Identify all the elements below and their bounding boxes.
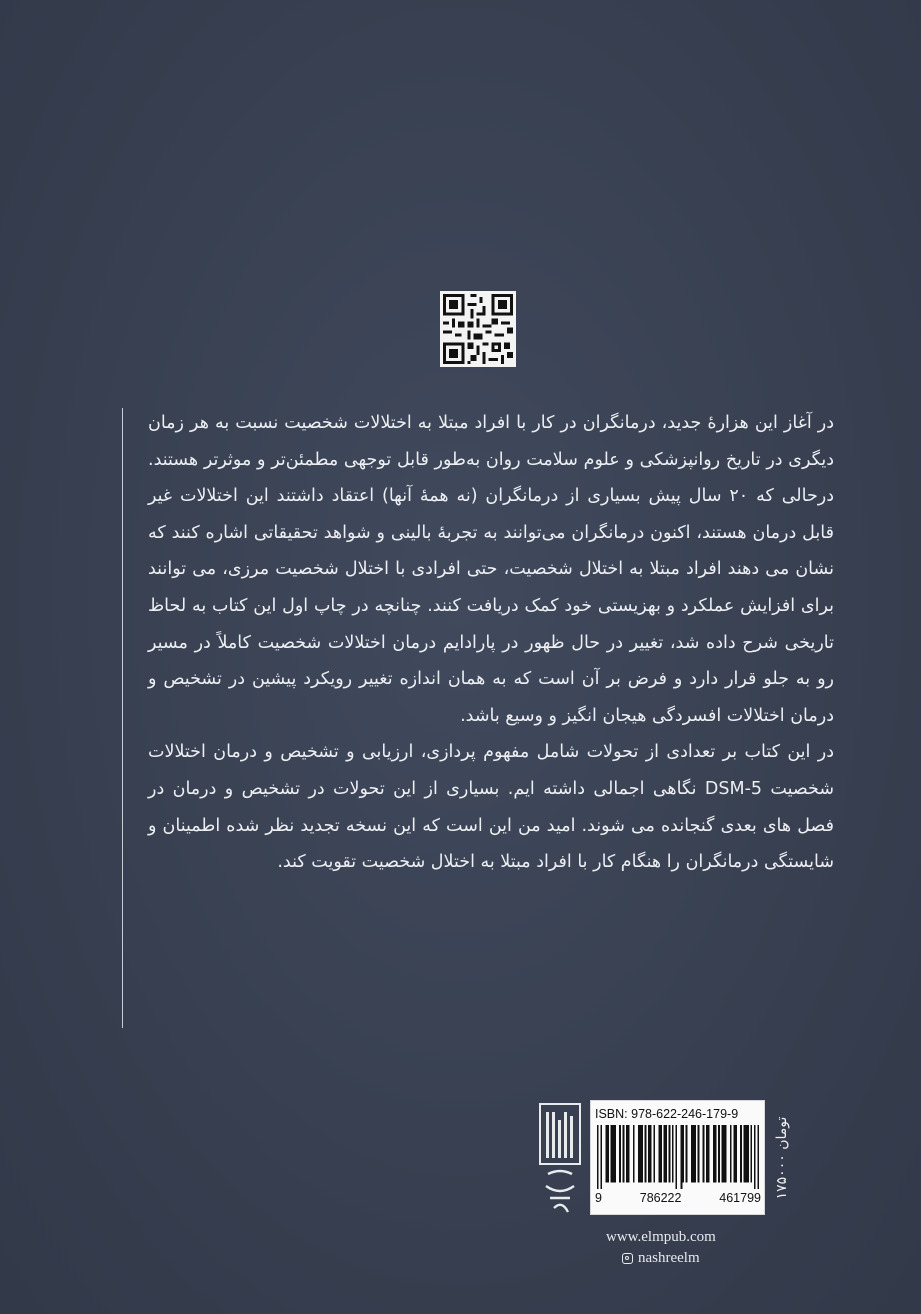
price-text: ۱۷۵۰۰۰ تومان	[774, 1116, 790, 1200]
back-cover-blurb	[148, 405, 834, 881]
isbn-barcode-box	[590, 1100, 765, 1215]
isbn-digit-first: 9	[595, 1191, 602, 1205]
isbn-label: ISBN: 978-622-246-179-9	[595, 1107, 739, 1121]
publisher-logo	[538, 1102, 582, 1220]
blurb-paragraph-2: در این کتاب بر تعدادی از تحولات شامل مفهوم پردازی، ارزیابی و تشخیص و درمان اختلالات شخصیت DSM-5 نگاهی اجمالی داشته ایم. بسیاری از این تحولات در تشخیص و درمان در فصل های بعدی گنجانده می شوند. امید من این است که این نسخه تجدید نظر شده اطمینان و شایستگی درمانگران را هنگام کار با افراد مبتلا به اختلال شخصیت تقویت کند.	[148, 742, 834, 873]
publisher-website: www.elmpub.com	[606, 1229, 716, 1245]
instagram-handle: nashreelm	[638, 1250, 700, 1266]
isbn-digit-group-2: 461799	[719, 1191, 761, 1205]
publisher-instagram	[622, 1250, 700, 1267]
instagram-icon	[622, 1253, 633, 1264]
text-margin-rule	[122, 408, 123, 1028]
blurb-paragraph-1: در آغاز این هزارهٔ جدید، درمانگران در کار با افراد مبتلا به اختلالات شخصیت نسبت به هر زمان دیگری در تاریخ روانپزشکی و علوم سلامت روان به‌طور قابل توجهی مطمئن‌تر و موثرتر هستند. درحالی که ۲۰ سال پیش بسیاری از درمانگران (نه همهٔ آنها) اعتقاد داشتند این اختلالات غیر قابل درمان هستند، اکنون درمانگران می‌توانند به تجربهٔ بالینی و شواهد تحقیقاتی اشاره کنند که نشان می دهند افراد مبتلا به اختلال شخصیت، حتی افرادی با اختلال شخصیت مرزی، می توانند برای افزایش عملکرد و بهزیستی خود کمک دریافت کنند. چنانچه در چاپ اول این کتاب به لحاظ تاریخی شرح داده شد، تغییر در حال ظهور در پارادایم درمان اختلالات شخصیت کاملاً در مسیر رو به جلو قرار دارد و فرض بر آن است که به همان اندازه تغییر رویکرد پیشین در تشخیص و درمان اختلالات افسردگی هیجان انگیز و وسیع باشد.	[148, 413, 835, 726]
isbn-digits	[595, 1191, 761, 1205]
isbn-digit-group-1: 786222	[639, 1191, 682, 1205]
barcode	[597, 1125, 759, 1189]
price-label	[770, 1102, 794, 1214]
qr-code-icon	[440, 291, 516, 367]
